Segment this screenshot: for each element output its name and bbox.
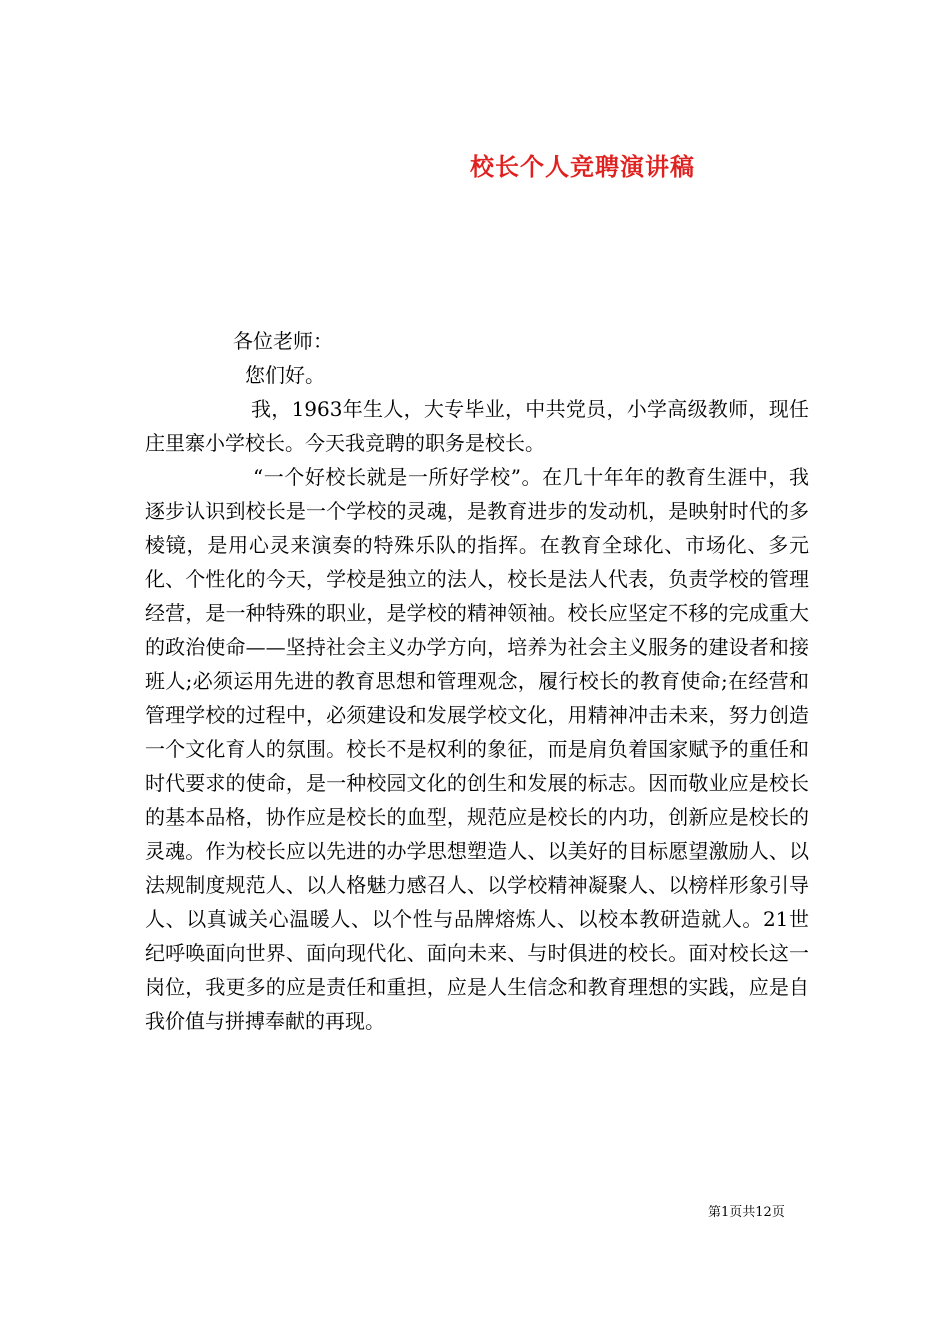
document-body (145, 324, 809, 1038)
intro-paragraph: 我，1963年生人，大专毕业，中共党员，小学高级教师，现任庄里寨小学校长。今天我竞聘的职务是校长。 (145, 397, 809, 455)
page-title: 校长个人竞聘演讲稿 (470, 152, 695, 182)
salutation-paragraph: 各位老师： (233, 329, 333, 353)
main-paragraph: “一个好校长就是一所好学校”。在几十年年的教育生涯中，我逐步认识到校长是一个学校的灵魂，是教育进步的发动机，是映射时代的多棱镜，是用心灵来演奏的特殊乐队的指挥。在教育全球化、市场化、多元化、个性化的今天，学校是独立的法人，校长是法人代表，负责学校的管理经营，是一种特殊的职业，是学校的精神领袖。校长应坚定不移的完成重大的政治使命——坚持社会主义办学方向，培养为社会主义服务的建设者和接班人;必须运用先进的教育思想和管理观念，履行校长的教育使命;在经营和管理学校的过程中，必须建设和发展学校文化，用精神冲击未来，努力创造一个文化育人的氛围。校长不是权利的象征，而是肩负着国家赋予的重任和时代要求的使命，是一种校园文化的创生和发展的标志。因而敬业应是校长的基本品格，协作应是校长的血型，规范应是校长的内功，创新应是校长的灵魂。作为校长应以先进的办学思想塑造人、以美好的目标愿望激励人、以法规制度规范人、以人格魅力感召人、以学校精神凝聚人、以榜样形象引导人、以真诚关心温暖人、以个性与品牌熔炼人、以校本教研造就人。21世纪呼唤面向世界、面向现代化、面向未来、与时俱进的校长。面对校长这一岗位，我更多的应是责任和重担，应是人生信念和教育理想的实践，应是自我价值与拼搏奉献的再现。 (145, 465, 809, 1033)
page-number-footer: 第1页共12页 (708, 1205, 785, 1220)
greeting-paragraph: 您们好。 (245, 363, 325, 387)
